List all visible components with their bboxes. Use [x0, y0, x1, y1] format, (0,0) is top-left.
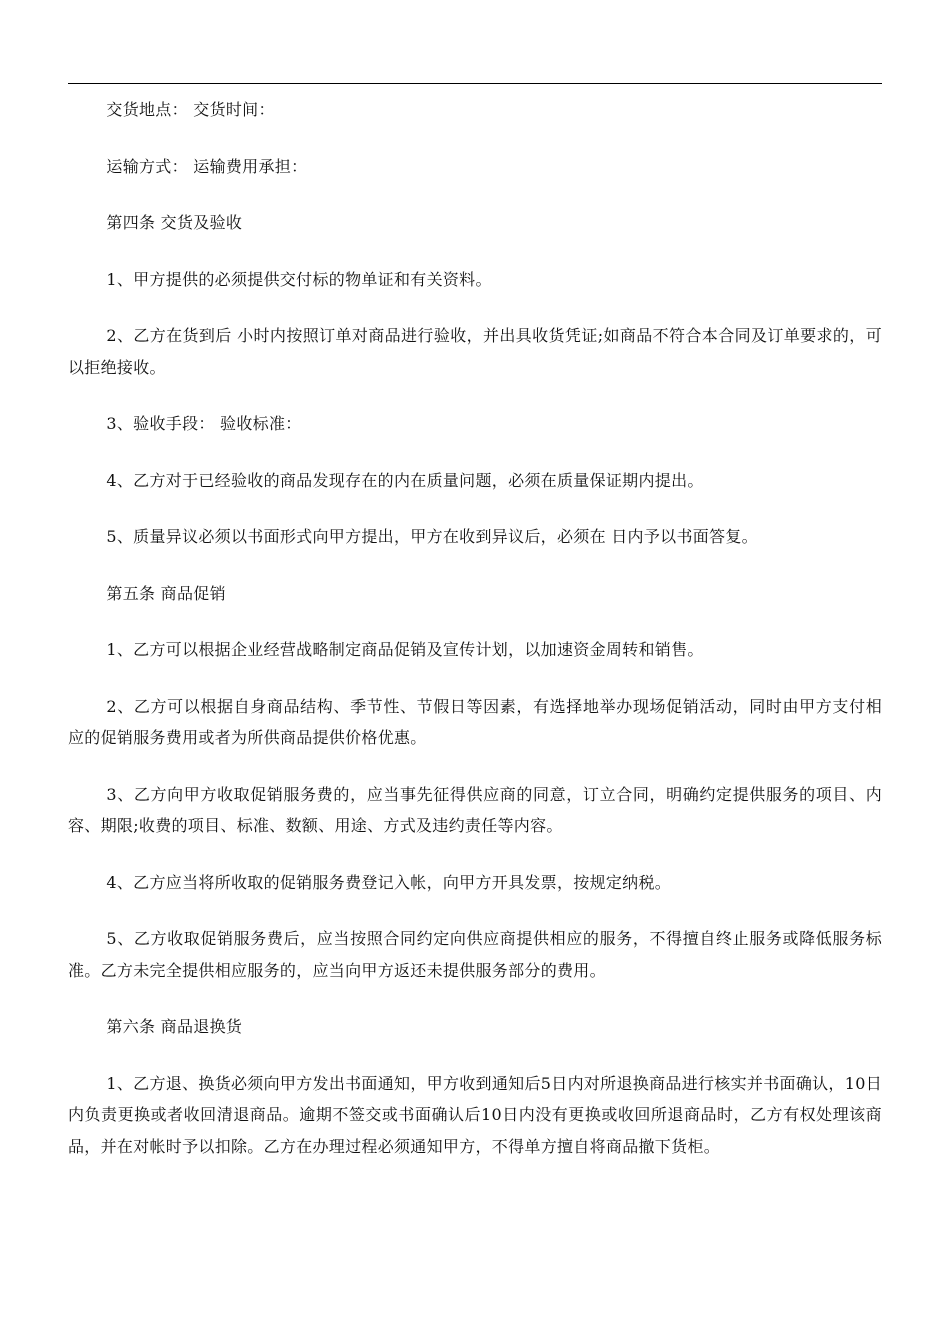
article-4-item-2: 2、乙方在货到后 小时内按照订单对商品进行验收，并出具收货凭证;如商品不符合本合同及订单要求的，可以拒绝接收。: [68, 326, 882, 377]
paragraph-transport: 运输方式： 运输费用承担：: [106, 156, 308, 176]
heading-article-4: 第四条 交货及验收: [106, 213, 243, 232]
article-4-item-3: 3、验收手段： 验收标准：: [106, 414, 302, 433]
article-5-item-1: 1、乙方可以根据企业经营战略制定商品促销及宣传计划，以加速资金周转和销售。: [106, 640, 704, 659]
article-5-item-2: 2、乙方可以根据自身商品结构、季节性、节假日等因素，有选择地举办现场促销活动，同时由甲方支付相应的促销服务费用或者为所供商品提供价格优惠。: [68, 696, 882, 747]
article-5-item-4: 4、乙方应当将所收取的促销服务费登记入帐，向甲方开具发票，按规定纳税。: [106, 872, 672, 892]
heading-article-6: 第六条 商品退换货: [106, 1017, 243, 1036]
header-rule: [68, 83, 882, 84]
article-5-item-5: 5、乙方收取促销服务费后，应当按照合同约定向供应商提供相应的服务，不得擅自终止服务或降低服务标准。乙方未完全提供相应服务的，应当向甲方返还未提供服务部分的费用。: [68, 929, 882, 980]
article-5-item-3: 3、乙方向甲方收取促销服务费的，应当事先征得供应商的同意，订立合同，明确约定提供服务的项目、内容、期限;收费的项目、标准、数额、用途、方式及违约责任等内容。: [68, 784, 882, 835]
article-4-item-5: 5、质量异议必须以书面形式向甲方提出，甲方在收到异议后，必须在 日内予以书面答复。: [106, 527, 758, 546]
document-body: [68, 94, 882, 1162]
article-4-item-1: 1、甲方提供的必须提供交付标的物单证和有关资料。: [106, 269, 492, 289]
heading-article-5: 第五条 商品促销: [106, 583, 226, 603]
paragraph-delivery-place-time: 交货地点： 交货时间：: [106, 100, 275, 119]
article-4-item-4: 4、乙方对于已经验收的商品发现存在的内在质量问题，必须在质量保证期内提出。: [106, 470, 704, 490]
article-6-item-1: 1、乙方退、换货必须向甲方发出书面通知，甲方收到通知后5日内对所退换商品进行核实并书面确认，10日内负责更换或者收回清退商品。逾期不签交或书面确认后10日内没有更换或收回所退商品时，乙方有权处理该商品，并在对帐时予以扣除。乙方在办理过程必须通知甲方，不得单方擅自将商品撤下货柜。: [68, 1073, 882, 1156]
